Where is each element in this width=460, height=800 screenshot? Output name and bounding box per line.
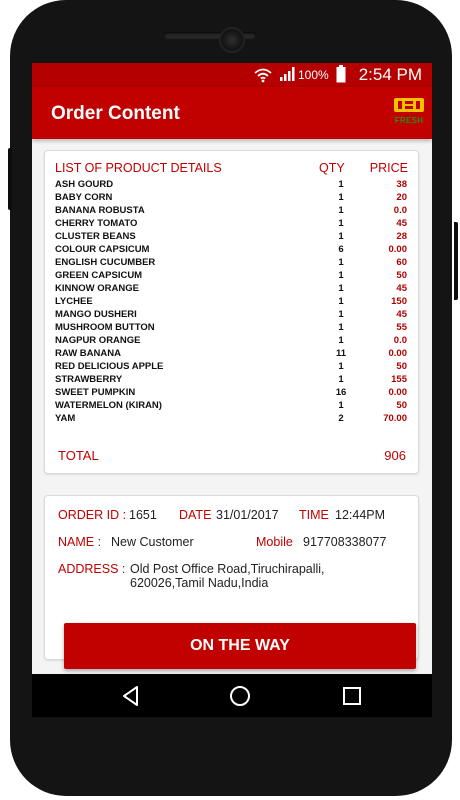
product-name: GREEN CAPSICUM xyxy=(55,270,143,281)
product-row xyxy=(55,283,407,296)
product-name: RED DELICIOUS APPLE xyxy=(55,361,164,372)
product-price: 50 xyxy=(396,270,407,281)
product-row xyxy=(55,322,407,335)
product-qty: 1 xyxy=(338,218,344,229)
product-price: 45 xyxy=(396,309,407,320)
phone-frame xyxy=(10,0,452,796)
on-the-way-button[interactable]: ON THE WAY xyxy=(64,623,416,669)
product-row xyxy=(55,413,407,426)
product-name: BANANA ROBUSTA xyxy=(55,205,145,216)
product-price: 0.00 xyxy=(388,387,407,398)
product-row xyxy=(55,335,407,348)
product-row xyxy=(55,270,407,283)
products-header-price: PRICE xyxy=(369,161,408,175)
product-qty: 1 xyxy=(338,270,344,281)
product-price: 38 xyxy=(396,179,407,190)
product-name: RAW BANANA xyxy=(55,348,121,359)
products-header-name: LIST OF PRODUCT DETAILS xyxy=(55,161,222,175)
product-row xyxy=(55,218,407,231)
status-time: 2:54 PM xyxy=(358,65,422,84)
product-row xyxy=(55,205,407,218)
status-bar xyxy=(32,63,432,87)
product-price: 0.00 xyxy=(388,244,407,255)
navigation-bar xyxy=(32,674,432,717)
product-price: 0.0 xyxy=(393,335,407,346)
product-price: 150 xyxy=(391,296,407,307)
product-price: 45 xyxy=(396,283,407,294)
page-title: Order Content xyxy=(51,103,180,124)
logo-mark-icon xyxy=(392,97,426,113)
product-price: 0.0 xyxy=(393,205,407,216)
product-row xyxy=(55,257,407,270)
product-qty: 1 xyxy=(338,309,344,320)
product-row xyxy=(55,231,407,244)
product-name: CLUSTER BEANS xyxy=(55,231,136,242)
product-name: LYCHEE xyxy=(55,296,93,307)
home-icon[interactable] xyxy=(220,674,260,717)
product-qty: 1 xyxy=(338,192,344,203)
battery-percent: 100% xyxy=(298,68,329,82)
volume-button xyxy=(8,148,12,210)
product-price: 20 xyxy=(396,192,407,203)
product-qty: 1 xyxy=(338,400,344,411)
product-price: 70.00 xyxy=(383,413,407,424)
product-qty: 1 xyxy=(338,283,344,294)
screen xyxy=(32,63,432,717)
app-bar xyxy=(32,87,432,139)
order-id-value: 1651 xyxy=(129,508,157,522)
power-button xyxy=(454,222,458,300)
product-name: MANGO DUSHERI xyxy=(55,309,137,320)
mobile-value: 917708338077 xyxy=(303,535,387,549)
product-row xyxy=(55,309,407,322)
product-qty: 1 xyxy=(338,374,344,385)
product-price: 55 xyxy=(396,322,407,333)
total-value: 906 xyxy=(384,448,406,463)
front-camera xyxy=(219,27,245,53)
total-label: TOTAL xyxy=(58,448,99,463)
product-qty: 1 xyxy=(338,205,344,216)
product-qty: 2 xyxy=(338,413,344,424)
product-qty: 6 xyxy=(338,244,344,255)
product-row xyxy=(55,387,407,400)
product-qty: 1 xyxy=(338,296,344,307)
product-name: SWEET PUMPKIN xyxy=(55,387,136,398)
product-price: 45 xyxy=(396,218,407,229)
battery-icon xyxy=(336,65,346,83)
product-qty: 1 xyxy=(338,257,344,268)
product-name: YAM xyxy=(55,413,76,424)
product-row xyxy=(55,244,407,257)
wifi-icon xyxy=(254,67,272,83)
back-icon[interactable] xyxy=(111,674,151,717)
product-name: NAGPUR ORANGE xyxy=(55,335,141,346)
products-header-qty: QTY xyxy=(319,161,345,175)
recents-icon[interactable] xyxy=(332,674,372,717)
product-name: STRAWBERRY xyxy=(55,374,123,385)
product-price: 60 xyxy=(396,257,407,268)
product-qty: 16 xyxy=(335,387,347,398)
product-price: 50 xyxy=(396,361,407,372)
name-label: NAME : xyxy=(58,535,102,549)
order-id-label: ORDER ID : xyxy=(58,508,127,522)
brand-logo xyxy=(392,97,426,127)
product-row xyxy=(55,348,407,361)
product-name: MUSHROOM BUTTON xyxy=(55,322,155,333)
product-name: CHERRY TOMATO xyxy=(55,218,138,229)
product-qty: 1 xyxy=(338,361,344,372)
time-value: 12:44PM xyxy=(335,508,386,522)
product-row xyxy=(55,374,407,387)
product-name: ENGLISH CUCUMBER xyxy=(55,257,156,268)
time-label: TIME xyxy=(299,508,329,522)
product-row xyxy=(55,296,407,309)
product-qty: 11 xyxy=(335,348,347,359)
date-value: 31/01/2017 xyxy=(216,508,279,522)
logo-text: FRESH xyxy=(394,116,424,125)
address-line-1: Old Post Office Road,Tiruchirapalli, xyxy=(130,562,325,576)
product-row xyxy=(55,400,407,413)
address-label: ADDRESS : xyxy=(58,562,126,576)
customer-name: New Customer xyxy=(111,535,194,549)
product-name: KINNOW ORANGE xyxy=(55,283,139,294)
address-line-2: 620026,Tamil Nadu,India xyxy=(130,576,269,590)
product-qty: 1 xyxy=(338,335,344,346)
product-name: COLOUR CAPSICUM xyxy=(55,244,150,255)
product-name: WATERMELON (KIRAN) xyxy=(55,400,162,411)
product-price: 0.00 xyxy=(388,348,407,359)
product-details-card xyxy=(44,150,419,474)
product-price: 50 xyxy=(396,400,407,411)
product-row xyxy=(55,361,407,374)
product-name: BABY CORN xyxy=(55,192,113,203)
product-name: ASH GOURD xyxy=(55,179,114,190)
product-row xyxy=(55,192,407,205)
mobile-label: Mobile xyxy=(256,535,293,549)
signal-icon xyxy=(279,66,295,82)
product-qty: 1 xyxy=(338,231,344,242)
product-qty: 1 xyxy=(338,179,344,190)
product-qty: 1 xyxy=(338,322,344,333)
product-price: 155 xyxy=(391,374,407,385)
date-label: DATE xyxy=(179,508,212,522)
product-row xyxy=(55,179,407,192)
product-price: 28 xyxy=(396,231,407,242)
